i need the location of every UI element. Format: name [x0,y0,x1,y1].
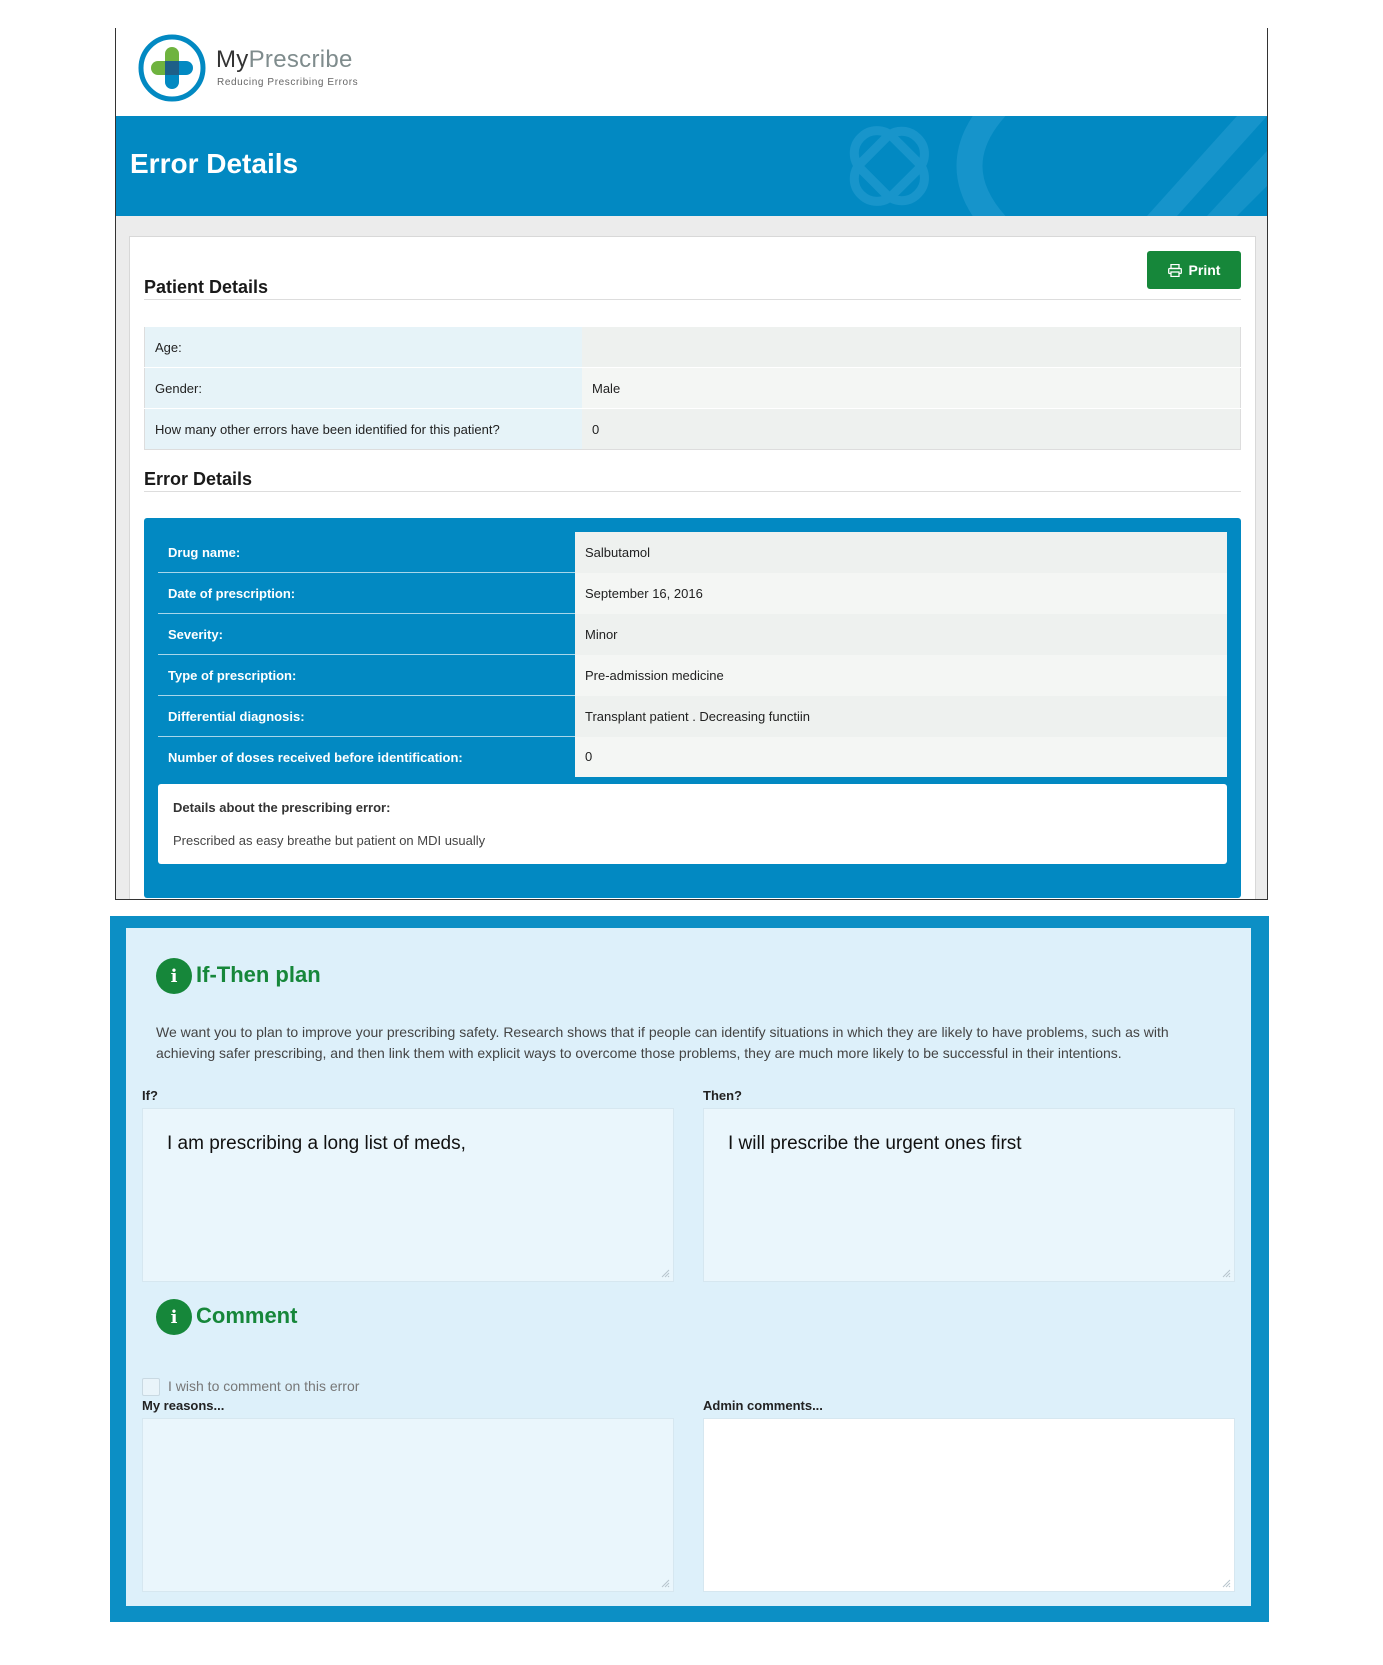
resize-grip-icon[interactable] [1221,1578,1231,1588]
if-label: If? [142,1088,158,1103]
row-value: 0 [582,409,1241,450]
table-row [145,368,1241,409]
page-title: Error Details [130,148,299,179]
table-row [158,614,1227,655]
my-reasons-label: My reasons... [142,1398,225,1413]
my-reasons-textarea[interactable] [142,1418,674,1592]
content-card [129,236,1256,900]
plan-description: We want you to plan to improve your prescribing safety. Research shows that if people can identify situations in which they are likely to have problems, such as with achieving safer prescribing, and then link them with explicit ways to overcome those problems, they are much more likely to be successful in their intentions. [156,1024,1169,1061]
comment-checkbox[interactable] [142,1378,160,1396]
table-row [158,573,1227,614]
then-textarea-value: I will prescribe the urgent ones first [728,1133,1022,1154]
error-description-card [158,784,1227,864]
table-row [158,696,1227,737]
row-label: Age: [145,327,583,368]
if-then-plan-panel [110,916,1269,1622]
info-icon: i [156,958,192,994]
error-details-panel [115,28,1268,900]
row-value: Male [582,368,1241,409]
myprescribe-logo-icon [138,34,206,102]
then-textarea[interactable] [703,1108,1235,1282]
row-label: Drug name: [158,532,575,573]
error-details-heading: Error Details [144,469,253,489]
comment-heading: Comment [196,1303,298,1328]
error-description-text: Prescribed as easy breathe but patient on MDI usually [173,833,486,848]
error-details-table [158,532,1227,777]
if-then-plan-heading: If-Then plan [196,962,321,987]
brand-tagline: Reducing Prescribing Errors [217,77,359,88]
resize-grip-icon[interactable] [660,1268,670,1278]
if-textarea[interactable] [142,1108,674,1282]
if-textarea-value: I am prescribing a long list of meds, [167,1133,466,1154]
error-details-box [144,518,1241,898]
row-label: Severity: [158,614,575,655]
table-row [158,737,1227,778]
patient-details-heading: Patient Details [144,277,269,297]
table-row [145,327,1241,368]
row-value [582,327,1241,368]
divider [144,491,1241,492]
row-value: Salbutamol [575,532,1227,573]
table-row [158,655,1227,696]
plan-form [126,928,1251,1606]
comment-checkbox-label: I wish to comment on this error [168,1378,360,1394]
row-value: Minor [575,614,1227,655]
row-value: Pre-admission medicine [575,655,1227,696]
page-banner [116,116,1267,216]
table-row [158,532,1227,573]
row-label: Type of prescription: [158,655,575,696]
row-label: Differential diagnosis: [158,696,575,737]
resize-grip-icon[interactable] [660,1578,670,1588]
error-description-label: Details about the prescribing error: [173,800,391,815]
row-value: Transplant patient . Decreasing functiin [575,696,1227,737]
printer-icon [1168,264,1182,277]
row-label: How many other errors have been identified for this patient? [145,409,583,450]
table-row [145,409,1241,450]
divider [144,299,1241,300]
row-label: Date of prescription: [158,573,575,614]
admin-comments-label: Admin comments... [703,1398,823,1413]
then-label: Then? [703,1088,742,1103]
info-icon: i [156,1299,192,1335]
banner-decoration [847,116,1267,216]
row-value: September 16, 2016 [575,573,1227,614]
logo-bar [116,28,1267,116]
print-label: Print [1188,262,1221,278]
row-label: Gender: [145,368,583,409]
resize-grip-icon[interactable] [1221,1268,1231,1278]
patient-details-table [144,326,1241,450]
admin-comments-textarea[interactable] [703,1418,1235,1592]
row-value: 0 [575,737,1227,778]
print-button[interactable] [1147,251,1241,289]
row-label: Number of doses received before identification: [168,749,463,765]
brand-name: MyPrescribe [216,46,353,73]
